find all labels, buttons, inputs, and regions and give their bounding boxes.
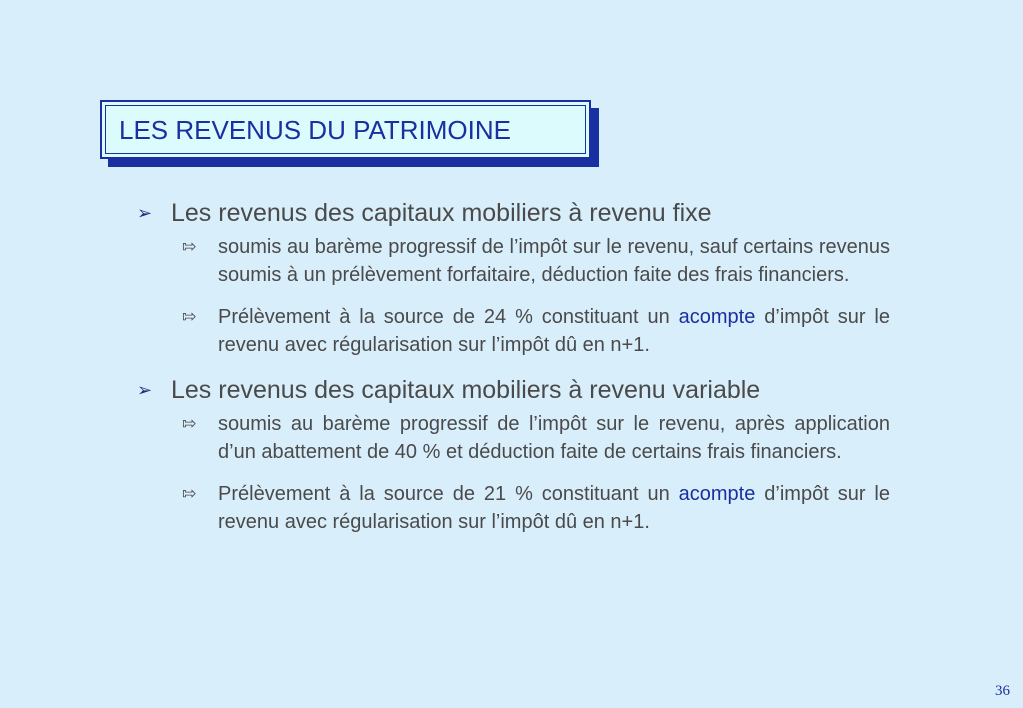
list-item <box>182 303 890 359</box>
list-item-text-before: Prélèvement à la source de 24 % constituant un <box>218 306 679 328</box>
list-item <box>182 233 890 289</box>
sub-bullet-icon: ⇰ <box>182 414 197 433</box>
slide-title: LES REVENUS DU PATRIMOINE <box>119 115 511 145</box>
section-heading-variable-income <box>134 373 890 407</box>
keyword-acompte: acompte <box>678 483 756 505</box>
section-heading-text: Les revenus des capitaux mobiliers à revenu fixe <box>171 199 712 227</box>
list-item-text: soumis au barème progressif de l’impôt sur le revenu, sauf certains revenus soumis à un prélèvement forfaitaire, déduction faite des frais financiers. <box>218 236 890 286</box>
arrow-bullet-icon: ➢ <box>137 203 153 223</box>
list-item-text-before: Prélèvement à la source de 21 % constituant un <box>218 483 679 505</box>
sub-bullet-icon: ⇰ <box>182 237 197 256</box>
section-heading-fixed-income <box>134 196 890 230</box>
arrow-bullet-icon: ➢ <box>137 380 153 400</box>
list-item-text-after: d’impôt sur le revenu avec régularisation sur l’impôt dû en n+1. <box>218 483 890 533</box>
keyword-acompte: acompte <box>678 306 756 328</box>
sub-bullet-icon: ⇰ <box>182 307 197 326</box>
list-item <box>182 410 890 466</box>
title-box <box>100 100 591 159</box>
list-item <box>182 480 890 536</box>
section-heading-text: Les revenus des capitaux mobiliers à revenu variable <box>171 376 761 404</box>
slide-content <box>134 196 890 550</box>
list-item-text: soumis au barème progressif de l’impôt sur le revenu, après application d’un abattement de 40 % et déduction faite de certains frais financiers. <box>218 413 890 463</box>
sub-bullet-icon: ⇰ <box>182 484 197 503</box>
list-item-text-after: d’impôt sur le revenu avec régularisation sur l’impôt dû en n+1. <box>218 306 890 356</box>
page-number: 36 <box>995 683 1010 699</box>
